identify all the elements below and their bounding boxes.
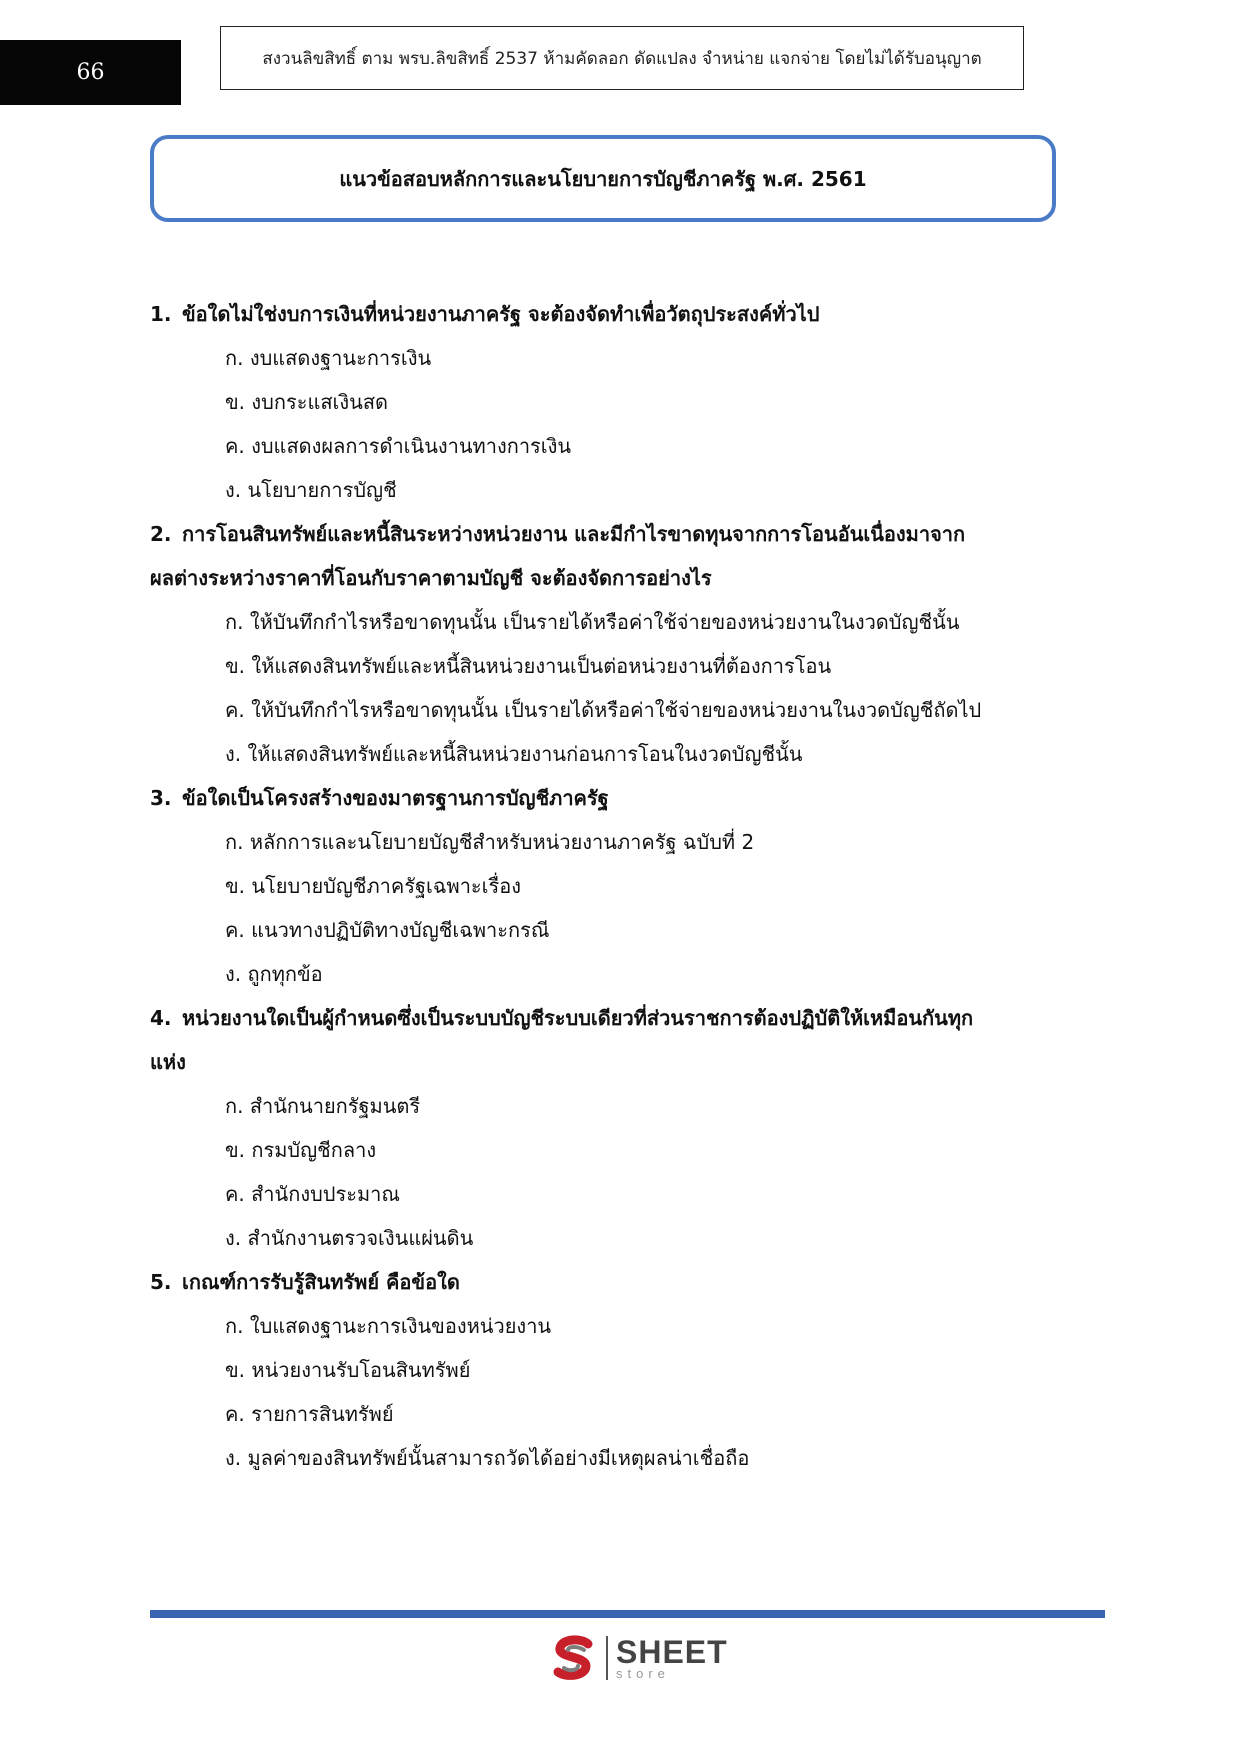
answer-option: ข. งบกระแสเงินสด xyxy=(225,390,389,414)
question-list xyxy=(150,292,1070,1480)
answer-option: ค. งบแสดงผลการดำเนินงานทางการเงิน xyxy=(225,434,572,458)
question-text xyxy=(150,996,1070,1040)
question-item xyxy=(150,1260,1070,1480)
footer-divider xyxy=(150,1610,1105,1618)
question-line: ข้อใดเป็นโครงสร้างของมาตรฐานการบัญชีภาครัฐ xyxy=(182,786,609,810)
answer-option: ง. สำนักงานตรวจเงินแผ่นดิน xyxy=(225,1226,474,1250)
answer-option: ก. หลักการและนโยบายบัญชีสำหรับหน่วยงานภาครัฐ ฉบับที่ 2 xyxy=(225,830,755,854)
question-line: ผลต่างระหว่างราคาที่โอนกับราคาตามบัญชี จะต้องจัดการอย่างไร xyxy=(150,566,712,590)
answer-option: ข. นโยบายบัญชีภาครัฐเฉพาะเรื่อง xyxy=(225,874,522,898)
question-item xyxy=(150,292,1070,512)
answer-option: ก. สำนักนายกรัฐมนตรี xyxy=(225,1094,421,1118)
sheet-store-logo xyxy=(548,1630,728,1686)
copyright-notice: สงวนลิขสิทธิ์ ตาม พรบ.ลิขสิทธิ์ 2537 ห้ามคัดลอก ดัดแปลง จำหน่าย แจกจ่าย โดยไม่ได้รับอนุญาต xyxy=(220,26,1024,90)
answer-option: ก. ใบแสดงฐานะการเงินของหน่วยงาน xyxy=(225,1314,552,1338)
answer-option: ก. ให้บันทึกกำไรหรือขาดทุนนั้น เป็นรายได้หรือค่าใช้จ่ายของหน่วยงานในงวดบัญชีนั้น xyxy=(225,610,960,634)
page-title: แนวข้อสอบหลักการและนโยบายการบัญชีภาครัฐ พ.ศ. 2561 xyxy=(339,166,867,191)
logo-separator xyxy=(606,1636,608,1680)
question-number: 3. xyxy=(150,786,172,810)
answer-option: ง. ถูกทุกข้อ xyxy=(225,962,323,986)
question-number: 4. xyxy=(150,1006,172,1030)
answer-option: ง. ให้แสดงสินทรัพย์และหนี้สินหน่วยงานก่อนการโอนในงวดบัญชีนั้น xyxy=(225,742,803,766)
logo-text xyxy=(616,1636,728,1680)
answer-option: ค. รายการสินทรัพย์ xyxy=(225,1402,394,1426)
question-line: การโอนสินทรัพย์และหนี้สินระหว่างหน่วยงาน และมีกำไรขาดทุนจากการโอนอันเนื่องมาจาก xyxy=(182,522,966,546)
page-title-box xyxy=(150,135,1056,222)
answer-option: ค. สำนักงบประมาณ xyxy=(225,1182,400,1206)
sheet-store-logo-icon xyxy=(548,1632,600,1684)
question-text xyxy=(150,776,1070,820)
question-number: 5. xyxy=(150,1270,172,1294)
question-line: เกณฑ์การรับรู้สินทรัพย์ คือข้อใด xyxy=(182,1270,460,1294)
question-item xyxy=(150,512,1070,776)
answer-option: ก. งบแสดงฐานะการเงิน xyxy=(225,346,432,370)
answer-option: ง. นโยบายการบัญชี xyxy=(225,478,397,502)
question-text xyxy=(150,556,1070,600)
question-item xyxy=(150,776,1070,996)
question-text xyxy=(150,1040,1070,1084)
question-line: ข้อใดไม่ใช่งบการเงินที่หน่วยงานภาครัฐ จะต้องจัดทำเพื่อวัตถุประสงค์ทั่วไป xyxy=(182,302,820,326)
question-number: 2. xyxy=(150,522,172,546)
question-item xyxy=(150,996,1070,1260)
question-number: 1. xyxy=(150,302,172,326)
question-text xyxy=(150,292,1070,336)
answer-option: ข. กรมบัญชีกลาง xyxy=(225,1138,377,1162)
logo-main-text: SHEET xyxy=(616,1634,728,1670)
question-text xyxy=(150,512,1070,556)
answer-option: ค. แนวทางปฏิบัติทางบัญชีเฉพาะกรณี xyxy=(225,918,550,942)
answer-option: ข. ให้แสดงสินทรัพย์และหนี้สินหน่วยงานเป็นต่อหน่วยงานที่ต้องการโอน xyxy=(225,654,832,678)
question-text xyxy=(150,1260,1070,1304)
answer-option: ง. มูลค่าของสินทรัพย์นั้นสามารถวัดได้อย่างมีเหตุผลน่าเชื่อถือ xyxy=(225,1446,750,1470)
logo-sub-text: store xyxy=(616,1666,670,1681)
question-line: หน่วยงานใดเป็นผู้กำหนดซึ่งเป็นระบบบัญชีระบบเดียวที่ส่วนราชการต้องปฏิบัติให้เหมือนกันทุก xyxy=(182,1006,974,1030)
answer-option: ค. ให้บันทึกกำไรหรือขาดทุนนั้น เป็นรายได้หรือค่าใช้จ่ายของหน่วยงานในงวดบัญชีถัดไป xyxy=(225,698,982,722)
answer-option: ข. หน่วยงานรับโอนสินทรัพย์ xyxy=(225,1358,471,1382)
page-number: 66 xyxy=(0,40,181,105)
question-line: แห่ง xyxy=(150,1050,186,1074)
